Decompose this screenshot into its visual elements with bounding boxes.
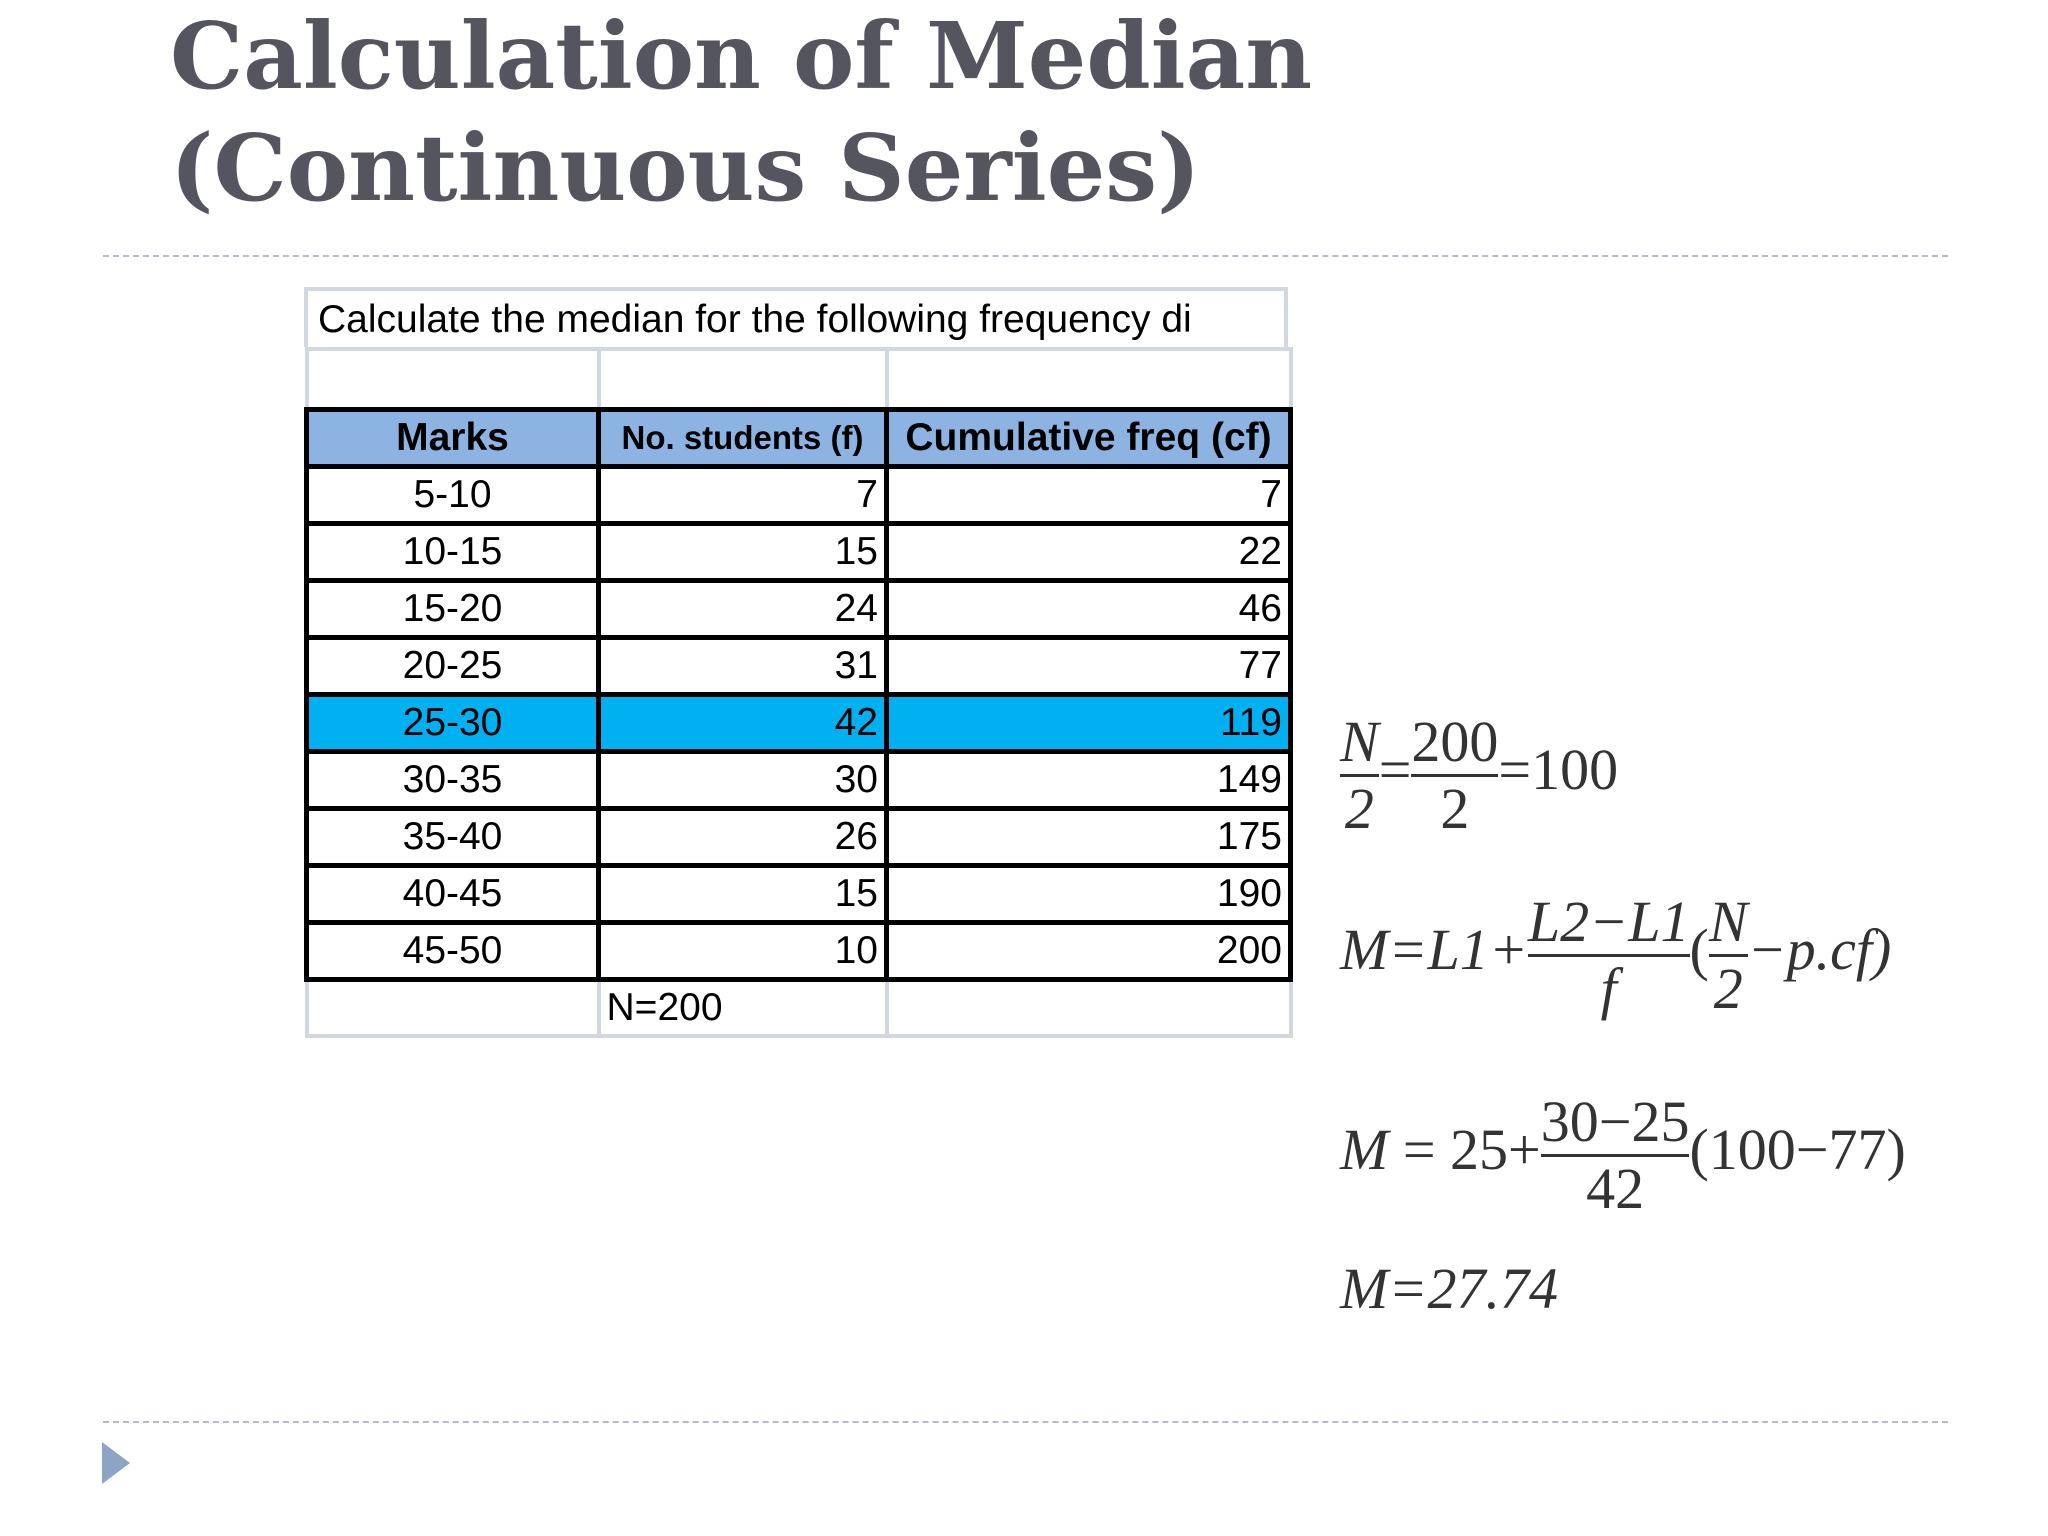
table-row xyxy=(307,808,1291,865)
cell-marks: 5-10 xyxy=(307,466,599,523)
header-students: No. students (f) xyxy=(599,409,887,466)
total-n: N=200 xyxy=(599,979,887,1036)
table-row xyxy=(307,466,1291,523)
cell-cumulative: 119 xyxy=(887,694,1291,751)
cell-marks: 20-25 xyxy=(307,637,599,694)
total-row xyxy=(307,979,1291,1036)
cell-cumulative: 77 xyxy=(887,637,1291,694)
table-row xyxy=(307,865,1291,922)
cell-cumulative: 22 xyxy=(887,523,1291,580)
slide-title: Calculation of Median (Continuous Series) xyxy=(170,2,1313,222)
top-divider xyxy=(103,255,1948,257)
cell-frequency: 7 xyxy=(599,466,887,523)
cell-frequency: 26 xyxy=(599,808,887,865)
cell-frequency: 31 xyxy=(599,637,887,694)
cell-marks: 35-40 xyxy=(307,808,599,865)
cell-cumulative: 175 xyxy=(887,808,1291,865)
cell-frequency: 15 xyxy=(599,523,887,580)
header-marks: Marks xyxy=(307,409,599,466)
table-row xyxy=(307,922,1291,979)
header-cumulative: Cumulative freq (cf) xyxy=(887,409,1291,466)
formula-median-result: M=27.74 xyxy=(1340,1256,1558,1321)
cell-frequency: 30 xyxy=(599,751,887,808)
cell-cumulative: 149 xyxy=(887,751,1291,808)
cell-cumulative: 46 xyxy=(887,580,1291,637)
median-formulas xyxy=(1340,700,1906,1340)
table-prompt: Calculate the median for the following frequency di xyxy=(304,287,1288,347)
cell-marks: 30-35 xyxy=(307,751,599,808)
frequency-table xyxy=(304,287,1288,1038)
table-row xyxy=(307,580,1291,637)
spacer-row xyxy=(307,349,1291,409)
table-row xyxy=(307,751,1291,808)
cell-marks: 10-15 xyxy=(307,523,599,580)
bottom-divider xyxy=(103,1421,1948,1423)
cell-cumulative: 7 xyxy=(887,466,1291,523)
header-row xyxy=(307,409,1291,466)
formula-median-substituted: M = 25+ $\frac{30-25}{42}$ (100−77) xyxy=(1340,1089,1906,1221)
cell-marks: 25-30 xyxy=(307,694,599,751)
table-row-median-class xyxy=(307,694,1291,751)
table-row xyxy=(307,523,1291,580)
cell-frequency: 24 xyxy=(599,580,887,637)
cell-frequency: 10 xyxy=(599,922,887,979)
cell-cumulative: 190 xyxy=(887,865,1291,922)
cell-cumulative: 200 xyxy=(887,922,1291,979)
formula-n-over-2: $\frac{N}{2}$ = $\frac{200}{2}$ =100 xyxy=(1340,709,1619,841)
cell-marks: 45-50 xyxy=(307,922,599,979)
cell-marks: 40-45 xyxy=(307,865,599,922)
cell-marks: 15-20 xyxy=(307,580,599,637)
table-row xyxy=(307,637,1291,694)
cell-frequency: 15 xyxy=(599,865,887,922)
next-arrow-icon[interactable] xyxy=(102,1442,130,1484)
formula-median-general: M=L1+ $\frac{L2-L1}{f}$ ( $\frac{N}{2}$ −p.cf) xyxy=(1340,889,1892,1021)
cell-frequency: 42 xyxy=(599,694,887,751)
